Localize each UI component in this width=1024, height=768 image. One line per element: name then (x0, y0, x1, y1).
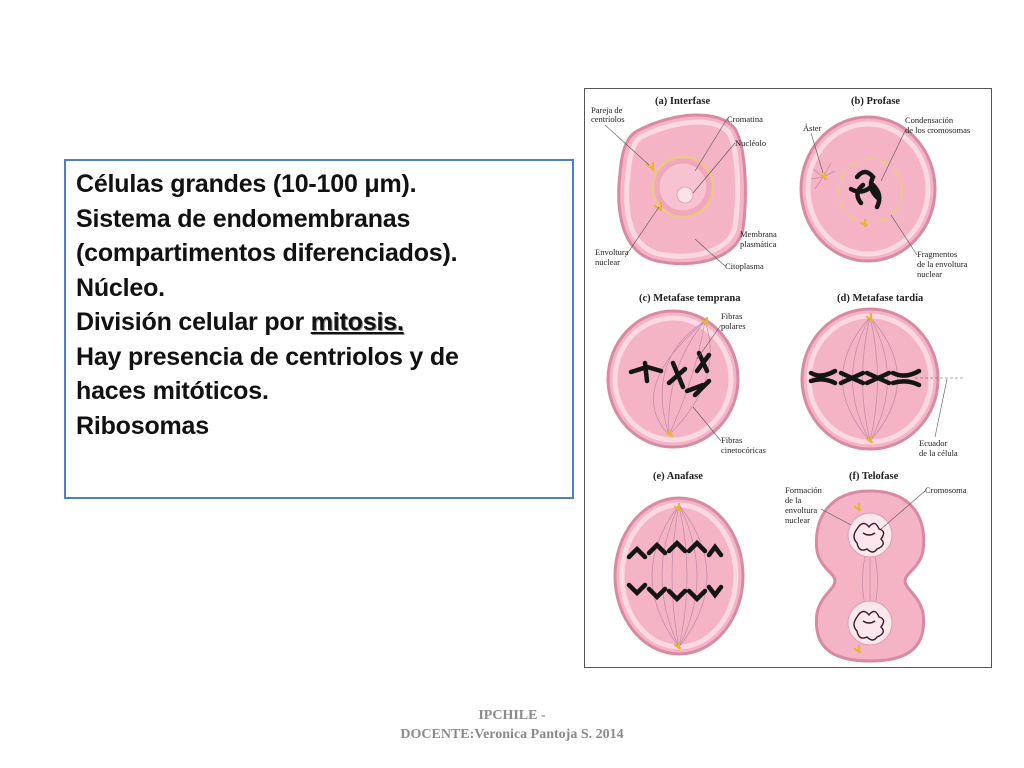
label-envoltura-2: nuclear (595, 257, 621, 267)
mitosis-figure (584, 88, 992, 668)
label-citoplasma: Citoplasma (725, 261, 764, 271)
panel-telophase (785, 471, 967, 661)
panel-early-metaphase (608, 293, 766, 455)
text-line-cell-size: Células grandes (10-100 μm). (76, 170, 417, 198)
panel-b-title: (b) Profase (851, 96, 901, 107)
anaphase-cell (615, 498, 743, 654)
label-formacion-3: envoltura (785, 505, 818, 515)
label-fragmentos-1: Fragmentos (917, 249, 958, 259)
label-formacion-2: de la (785, 495, 802, 505)
label-fibras-cinetocoricas-1: Fibras (721, 435, 743, 445)
mitosis-emphasis: mitosis. (310, 308, 404, 336)
label-membrana-1: Membrana (740, 229, 777, 239)
panel-f-title: (f) Telofase (849, 471, 899, 482)
footer-line-2: DOCENTE:Veronica Pantoja S. 2014 (400, 727, 624, 742)
label-nucleolo: Nucléolo (735, 138, 767, 148)
label-fibras-polares-1: Fibras (721, 311, 743, 321)
label-fibras-polares-2: polares (721, 321, 746, 331)
footer-line-1: IPCHILE - (478, 708, 546, 723)
panel-interphase (591, 96, 777, 271)
footer (0, 706, 1024, 744)
panel-d-title: (d) Metafase tardía (837, 293, 924, 304)
label-cromosoma: Cromosoma (925, 485, 967, 495)
label-fragmentos-2: de la envoltura (917, 259, 968, 269)
text-line-centrioles: Hay presencia de centriolos y de (76, 342, 459, 371)
label-fragmentos-3: nuclear (917, 269, 943, 279)
text-line-endomembrane: Sistema de endomembranas (76, 204, 411, 233)
text-line-compartments: (compartimentos diferenciados). (76, 239, 458, 267)
label-condensacion-1: Condensación (905, 115, 954, 125)
label-condensacion-2: de los cromosomas (905, 125, 971, 135)
label-formacion-4: nuclear (785, 515, 811, 525)
text-line-nucleus: Núcleo. (76, 273, 165, 302)
nucleolus (677, 187, 693, 203)
panel-e-title: (e) Anafase (653, 471, 703, 482)
panel-prophase (801, 96, 970, 279)
label-pareja-1: Pareja de (591, 105, 623, 115)
text-line-ribosomes: Ribosomas (76, 411, 209, 440)
label-fibras-cinetocoricas-2: cinetocóricas (721, 445, 766, 455)
label-ecuador-2: de la célula (919, 448, 958, 458)
text-line-mitotic-bundles: haces mitóticos. (76, 377, 269, 405)
label-aster: Áster (803, 123, 822, 133)
characteristics-text-box (64, 159, 574, 499)
panel-late-metaphase (802, 293, 963, 458)
division-prefix: División celular por (76, 308, 311, 336)
label-envoltura-1: Envoltura (595, 247, 629, 257)
label-cromatina: Cromatina (727, 114, 763, 124)
panel-c-title: (c) Metafase temprana (639, 293, 741, 304)
label-formacion-1: Formación (785, 485, 822, 495)
label-pareja-2: centríolos (591, 114, 625, 124)
panel-anaphase (615, 471, 743, 654)
label-membrana-2: plasmática (740, 239, 777, 249)
panel-a-title: (a) Interfase (655, 96, 711, 107)
text-line-division (76, 305, 572, 340)
label-ecuador-1: Ecuador (919, 438, 948, 448)
